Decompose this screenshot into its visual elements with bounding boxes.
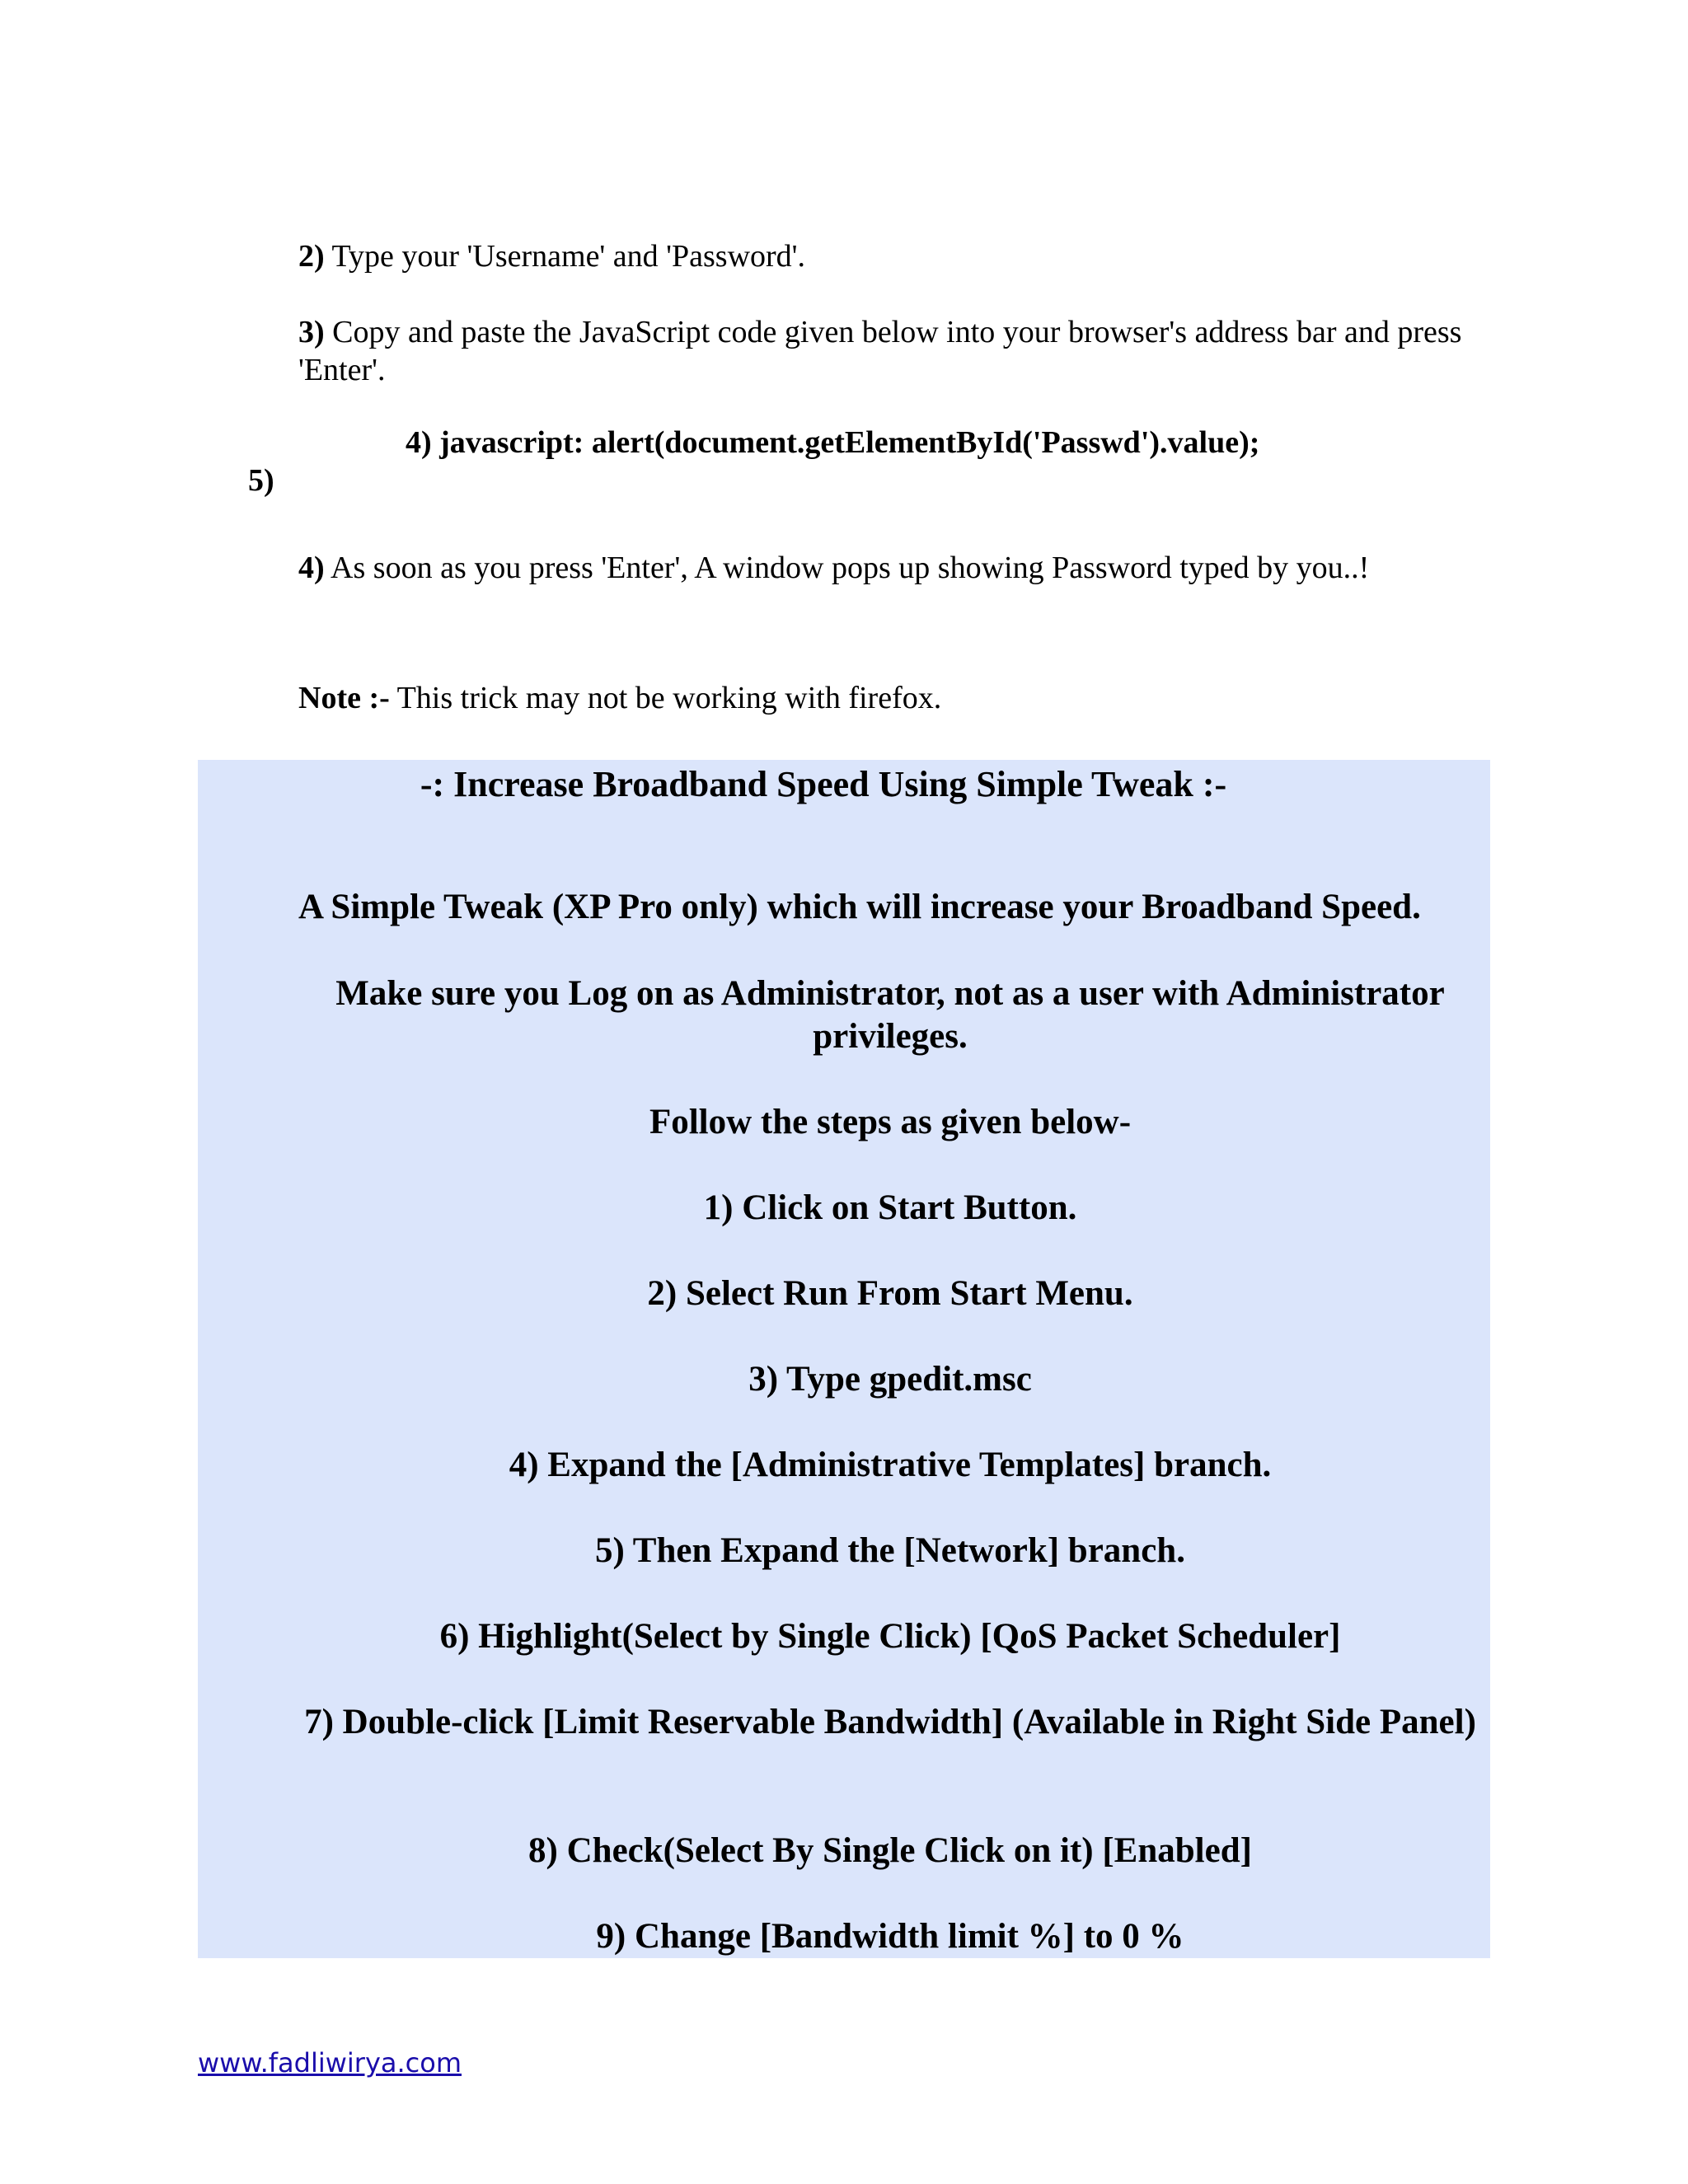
tweak-step: 7) Double-click [Limit Reservable Bandwidth] (Available in Right Side Panel) — [304, 1703, 1476, 1741]
step-number: 4) — [298, 551, 325, 585]
tweak-step: 8) Check(Select By Single Click on it) [Enabled] — [528, 1831, 1252, 1870]
tweak-intro: A Simple Tweak (XP Pro only) which will increase your Broadband Speed. — [298, 888, 1421, 926]
step-text: Type your 'Username' and 'Password'. — [324, 239, 806, 274]
step-number: 2) — [298, 239, 325, 274]
tweak-step: 3) Type gpedit.msc — [748, 1360, 1032, 1399]
step-number: 3) — [298, 315, 325, 349]
tweak-admin-note: Make sure you Log on as Administrator, not as a user with Administrator privileges. — [335, 974, 1445, 1056]
tweak-step: 6) Highlight(Select by Single Click) [QoS Packet Scheduler] — [439, 1617, 1341, 1656]
tweak-follow-heading: Follow the steps as given below- — [649, 1103, 1132, 1141]
step-text: Copy and paste the JavaScript code given below into your browser's address bar and press 'Enter'. — [298, 315, 1462, 387]
tweak-step: 1) Click on Start Button. — [703, 1188, 1077, 1227]
tweak-title: -: Increase Broadband Speed Using Simple Tweak :- — [420, 764, 1227, 804]
intro-step-3 — [298, 313, 1469, 389]
tweak-step: 9) Change [Bandwidth limit %] to 0 % — [596, 1917, 1184, 1956]
javascript-code-line: 4) javascript: alert(document.getElementById('Passwd').value); — [406, 425, 1260, 460]
tweak-step: 2) Select Run From Start Menu. — [647, 1274, 1133, 1313]
footer-website-link[interactable]: www.fadliwirya.com — [198, 2047, 462, 2079]
tweak-step: 4) Expand the [Administrative Templates] branch. — [509, 1446, 1272, 1484]
note-text: This trick may not be working with firefox. — [389, 681, 942, 715]
intro-step-2 — [298, 237, 805, 275]
tweak-step: 5) Then Expand the [Network] branch. — [595, 1531, 1185, 1570]
note-paragraph — [298, 679, 941, 717]
stray-list-number: 5) — [248, 463, 274, 498]
note-label: Note :- — [298, 681, 390, 715]
step-text: As soon as you press 'Enter', A window pops up showing Password typed by you..! — [324, 551, 1370, 585]
intro-step-4 — [298, 549, 1369, 587]
